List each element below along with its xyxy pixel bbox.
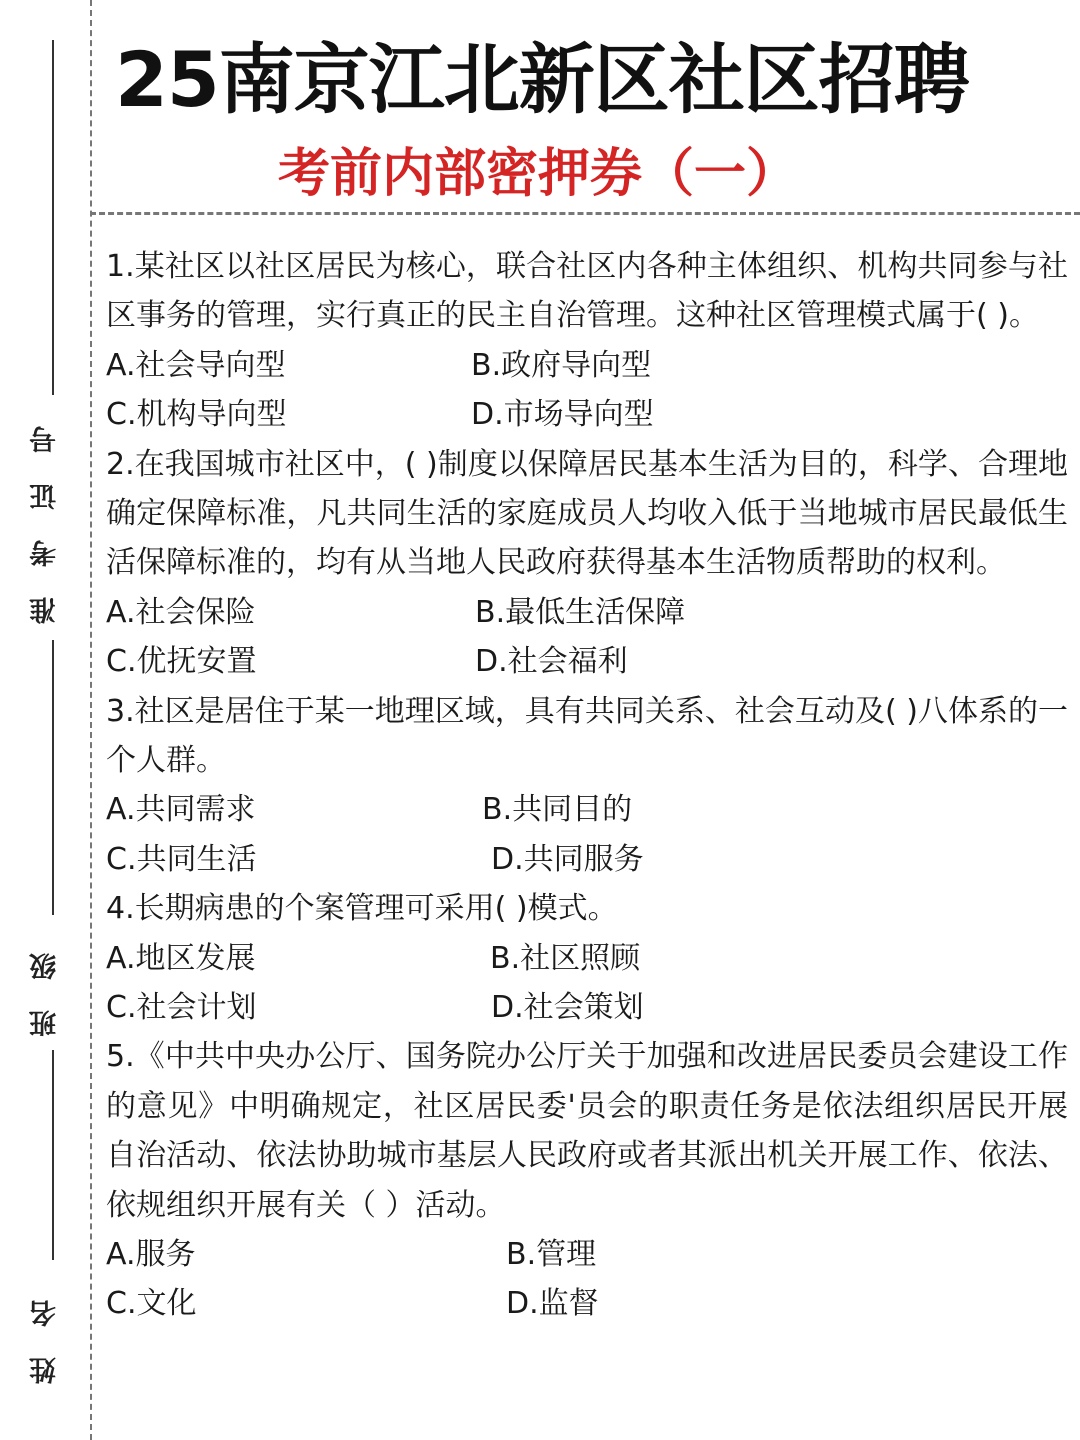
question-text: 3.社区是居住于某一地理区域，具有共同关系、社会互动及( )八体系的一个人群。 bbox=[106, 693, 1068, 778]
question-text: 4.长期病患的个案管理可采用( )模式。 bbox=[106, 891, 618, 927]
option-a: A.社会保险 bbox=[106, 594, 256, 630]
question-text: 2.在我国城市社区中，( )制度以保障居民基本生活为目的，科学、合理地确定保障标准，凡共同生活的家庭成员人均收入低于当地城市居民最低生活保障标准的，均有从当地人民政府获得基本生活物质帮助的权利。 bbox=[106, 446, 1068, 581]
question-1 bbox=[106, 242, 1068, 440]
class-line bbox=[52, 640, 54, 915]
question-list bbox=[106, 242, 1068, 1329]
option-row bbox=[106, 390, 1068, 439]
option-d: D.监督 bbox=[506, 1286, 599, 1322]
question-4 bbox=[106, 884, 1068, 1032]
option-row bbox=[106, 934, 1068, 983]
option-b: B.最低生活保障 bbox=[475, 594, 686, 630]
option-c: C.优抚安置 bbox=[106, 644, 257, 680]
option-c: C.社会计划 bbox=[106, 989, 257, 1025]
option-row bbox=[106, 1279, 1068, 1328]
name-label: 姓名 bbox=[30, 1270, 61, 1384]
question-5 bbox=[106, 1032, 1068, 1328]
option-a: A.共同需求 bbox=[106, 792, 256, 828]
option-a: A.社会导向型 bbox=[106, 347, 286, 383]
option-b: B.社区照顾 bbox=[490, 940, 641, 976]
option-row bbox=[106, 1230, 1068, 1279]
question-text: 1.某社区以社区居民为核心，联合社区内各种主体组织、机构共同参与社区事务的管理，实行真正的民主自治管理。这种社区管理模式属于( )。 bbox=[106, 249, 1068, 334]
option-row bbox=[106, 785, 1068, 834]
page-title: 25南京江北新区社区招聘 bbox=[115, 35, 969, 124]
option-b: B.政府导向型 bbox=[471, 347, 652, 383]
name-line bbox=[52, 1050, 54, 1260]
class-label: 班级 bbox=[30, 923, 61, 1037]
option-row bbox=[106, 983, 1068, 1032]
exam-id-line bbox=[52, 40, 54, 395]
option-row bbox=[106, 835, 1068, 884]
exam-id-label: 准考证号 bbox=[30, 396, 61, 624]
horizontal-dashed-divider bbox=[90, 212, 1080, 215]
option-row bbox=[106, 341, 1068, 390]
question-2 bbox=[106, 440, 1068, 687]
option-b: B.管理 bbox=[506, 1237, 597, 1272]
option-row bbox=[106, 588, 1068, 637]
option-d: D.社会策划 bbox=[491, 989, 644, 1025]
option-a: A.地区发展 bbox=[106, 940, 256, 976]
option-d: D.共同服务 bbox=[491, 841, 644, 877]
question-3 bbox=[106, 687, 1068, 885]
option-d: D.社会福利 bbox=[475, 644, 628, 680]
option-b: B.共同目的 bbox=[482, 792, 633, 828]
option-c: C.文化 bbox=[106, 1286, 197, 1322]
page-subtitle: 考前内部密押券（一） bbox=[278, 144, 799, 204]
binding-margin bbox=[0, 0, 90, 1440]
option-row bbox=[106, 637, 1068, 686]
option-d: D.市场导向型 bbox=[471, 397, 654, 433]
question-text: 5.《中共中央办公厅、国务院办公厅关于加强和改进居民委员会建设工作的意见》中明确规定，社区居民委'员会的职责任务是依法组织居民开展自治活动、依法协助城市基层人民政府或者其派出机关开展工作、依法、依规组织开展有关（ ）活动。 bbox=[106, 1039, 1068, 1223]
option-c: C.机构导向型 bbox=[106, 397, 287, 433]
vertical-dashed-divider bbox=[90, 0, 92, 1440]
option-c: C.共同生活 bbox=[106, 841, 257, 877]
option-a: A.服务 bbox=[106, 1237, 196, 1272]
